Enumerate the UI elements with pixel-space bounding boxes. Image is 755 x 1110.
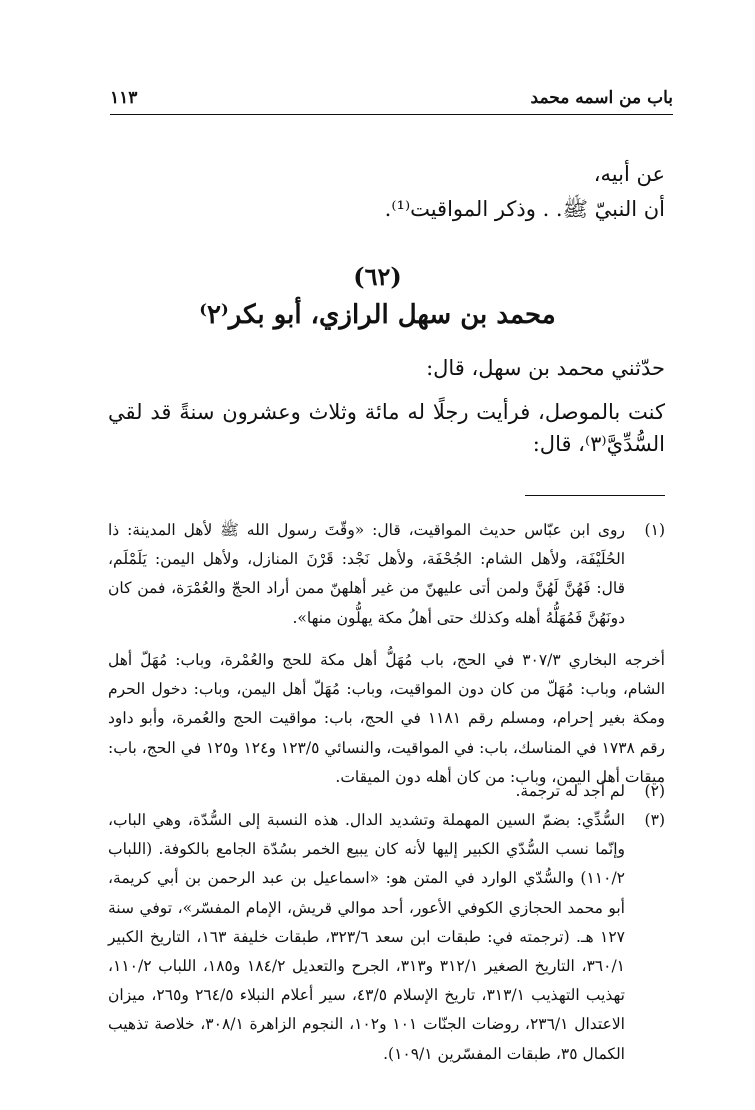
body-line-4: كنت بالموصل، فرأيت رجلًا له مائة وثلاث وعشرون سنةً قد لقي [108,400,665,424]
page-number: ١١٣ [110,88,138,108]
running-header-title: باب من اسمه محمد [530,88,673,108]
body-line-3: حدّثني محمد بن سهل، قال: [426,356,665,380]
footnote-2-text: لم أجد له ترجمة. [515,782,625,800]
body-line-1: عن أبيه، [593,162,665,186]
chapter-title: محمد بن سهل الرازي، أبو بكر⁽٢⁾ [199,300,556,330]
footnote-3-mark: (٣) [644,811,665,829]
footnote-2-mark: (٢) [644,782,665,800]
body-line-5: السُّدِّيَّ⁽٣⁾، قال: [532,432,665,456]
header-rule [110,114,673,115]
footnote-1-mark: (١) [644,521,665,539]
footnote-1-paragraph-2: أخرجه البخاري ٣٠٧/٣ في الحج، باب مُهَلُّ أهل مكة للحج والعُمْرة، وباب: مُهَلّ أهل الشام، وباب: مُهَلّ من كان دون المواقيت، وباب: مُهَلّ أهل اليمن، وباب: دخول الحرم ومكة بغير إحرام، ومسلم رقم ١١٨١ في الحج، باب: مواقيت الحج والعُمرة، وأبو داود رقم ١٧٣٨ في المناسك، باب: في المواقيت، والنسائي ١٢٣/٥ و١٢٤ و١٢٥ في الحج، باب: ميقات أهل اليمن، وباب: من كان أهله دون الميقات. [108,651,666,786]
footnote-1-paragraph-1: روى ابن عبّاس حديث المواقيت، قال: «وقّتَ رسول الله ﷺ لأهل المدينة: ذا الحُلَيْفَة، ولأهل الشام: الجُحْفَة، ولأهل نَجْد: قَرْنَ المنازل، ولأهل اليمن: يَلَمْلَم، قال: فَهُنَّ لَهُنَّ ولمن أتى عليهنّ من غير أهلهنّ ممن أراد الحجّ والعُمْرَة، فمن كان دونَهُنَّ فَمُهَلُّهُ أهله وكذلك حتى أهلُ مكة يهلُّون منها». [108,521,625,627]
body-line-2: أن النبيّ ﷺ. . وذكر المواقيت⁽¹⁾. [384,197,665,221]
footnote-separator [525,495,665,496]
footnote-3-text: السُّدِّي: بضمّ السين المهملة وتشديد الدال. هذه النسبة إلى السُّدّة، وهي الباب، وإنّما نسب السُّدّي الكبير إليها لأنه كان يبيع الخمر بسُدّة الجامع بالكوفة. (اللباب ١١٠/٢) والسُّدّي الوارد في المتن هو: «اسماعيل بن عبد الرحمن بن أبي كريمة، أبو محمد الحجازي الكوفي الأعور، أحد موالي قريش، الإمام المفسّر»، توفي سنة ١٢٧ هـ. (ترجمته في: طبقات ابن سعد ٣٢٣/٦، طبقات خليفة ١٦٣، التاريخ الكبير ٣٦٠/١، التاريخ الصغير ٣١٢/١ و٣١٣، الجرح والتعديل ١٨٤/٢ و١٨٥، اللباب ١١٠/٢، تهذيب التهذيب ٣١٣/١، تاريخ الإسلام ٤٣/٥، سير أعلام النبلاء ٢٦٤/٥ و٢٦٥، ميزان الاعتدال ٢٣٦/١، روضات الجنّات ١٠١ و١٠٢، النجوم الزاهرة ٣٠٨/١، خلاصة تذهيب الكمال ٣٥، طبقات المفسّرين ١٠٩/١). [108,811,625,1063]
chapter-number: (٦٢) [353,262,402,291]
